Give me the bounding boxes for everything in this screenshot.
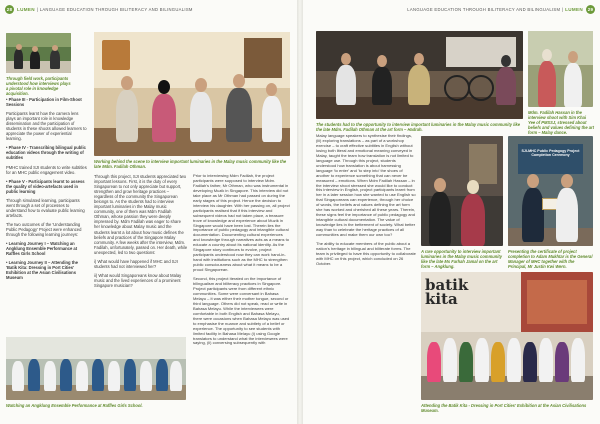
col2-question-1: i) What would have happened if MHC and SJI students had not interviewed her?: [94, 258, 178, 269]
photo-malay-dance-interview: [528, 31, 593, 107]
photo-fieldwork: [6, 33, 71, 73]
left-text-column-3: [193, 174, 290, 350]
right-header: [407, 4, 595, 14]
left-text-column-1: [6, 97, 88, 284]
phase-v-text: Through simulated learning, participants went through a set of processes to understand how to evaluate public learning artefacts.: [6, 197, 85, 218]
phase-iv-text: PMHC trained SJI students to write subtitles for an MHC public engagement video.: [6, 164, 87, 175]
right-brand: LUMEN: [565, 6, 583, 12]
left-header-subtitle: | LANGUAGE EDUCATION THROUGH BILITERACY AND BILINGUALISM: [36, 6, 193, 12]
photo-angklung-performance: [6, 337, 186, 400]
phase-v-heading: • Phase V - Participants learnt to assess the quality of video-artefacts used in public learning: [6, 178, 85, 194]
ceremony-poster-text: SJI-MHC Public Pedagogy Project Completion Ceremony: [521, 149, 580, 158]
right-header-subtitle: LANGUAGE EDUCATION THROUGH BILITERACY AND BILINGUALISM |: [407, 6, 564, 12]
col3-paragraph-2: Second, this project iterated on the importance of bilingualism and biliteracy practices in Singapore. Project participants were from different ethnic communities. Some were conversant in Bahasa Melayu – it was either their mother tongue, second or third language. Others did not speak, read or write in Bahasa Melayu. While the interviewees were comfortable in both English and Bahasa Melayu, there were occasions when Bahasa Melayu was used to emphasise the nuance and subtlety of a belief or experience. The opportunity to see students with limited facility in Bahasa Melayu (i) using Google translators to understand what the interviewees were saying, (ii) conversing subsequently with: [193, 276, 290, 346]
caption-certificate: Presenting the certificate of project completion to Adam Mukhtar is the General Manager of MHC together with the Principal, Mr Justin Kwi Wern.: [508, 249, 593, 269]
right-page: [303, 0, 600, 424]
left-text-column-2: [94, 174, 188, 292]
photo-hadrah-interview: [316, 31, 523, 119]
col2-paragraph-1: Through this project, SJI students appreciated two important lessons. First, it is the duty of every Singaporean to not only appreciate but support, strengthen and grow heritage practices – regardless of the community the Singaporean belongs to. As the students had to interview important luminaries in the Malay music community, one of them was Mdm Fadilah Othman, whose passion they were deeply impressed by. Mdm Fadilah was eager to share her knowledge about Malay music and the students learnt a lot about how music defines the beliefs and practices of the Singapore Malay community. A few weeks after the interview, Mdm. Fadilah, unfortunately, passed on. Her death, while unexpected, led to two questions:: [94, 174, 188, 255]
caption-hadrah: The students had to the opportunity to interview important luminaries in the Malay music community like the late Mdm. Fadilah Othman at the art form – Hadrah.: [316, 122, 521, 132]
left-page-number: 28: [6, 6, 13, 12]
left-header: [5, 4, 193, 14]
learning-journey-1: • Learning Journey I – Watching an Angklung Ensemble Performance at Raffles Girls School: [6, 241, 78, 257]
right-text-column: [316, 134, 416, 271]
caption-angklung: Watching an Angklung Ensemble Performance at Raffles Girls School.: [6, 403, 143, 408]
caption-batik-kita: Attending the Batik Kita - Dressing in Port Cities' Exhibition at the Asian Civilisations Museum.: [421, 403, 587, 413]
caption-angklung-interview: A rare opportunity to interview important luminaries in the Malay music community like the late Ms Farhah Jamal on the art form – Angklung.: [421, 249, 502, 269]
caption-malay-dance: Mdm. Fadilah Hassan in the interview shoot with Sim Khai Yee of PMSSJ, stressed about beliefs and values defining the art form – Malay dance.: [528, 110, 594, 135]
left-brand: LUMEN: [17, 6, 35, 12]
batik-kita-sign: batik kita: [425, 276, 469, 308]
col3-paragraph-1: Prior to interviewing Mdm Fadilah, the project participants were supposed to interview Mdm. Fadilah's father, Mr Othman, who was instrumental in developing Muzik in Singapore. This interview did not take place as Mr Othman had passed on during the early stages of this project. Hence the decision to interview his daughter. With her passing on, all project participants realised that if this interview and subsequent videos had not taken place, a treasure trove of knowledge and experience about Muzik in Singapore would have been lost. Therein lies the importance of public pedagogy and intangible cultural documentation. Documenting cultural experiences and knowledge through narratives acts as a means to educate a country about its national identity. As the Singapore story continues to evolve, project participants understood now they can work hand-in-hand with institutions such as the MHC to strengthen public consciousness about what it means to be a proud Singaporean.: [193, 173, 290, 273]
right-col-paragraph-1: Malay language speakers to synthesise their findings, (iii) exploring translations – as part of a workshop exercise – to craft effective subtitles in English without losing both literal and emotional meaning conveyed in Malay, taught the team how translation is not limited to language use. Through this project, students understood how translation is about harnessing language 'to enter' and 'to step into' the shoes of another to experience something that can never be measured – emotions. When Mdm Fadilah Hassan – in the interview shoot stressed she would like to conduct this interview in English, project participants learnt from her in a later session how she wanted to use English so that Singaporeans can experience, through her choice of words, the beliefs and values defining the art form she has worked and cherished all these years. Therein, these signs feel the importance of public pedagogy and intangible cultural documentation. The value of knowledge lies in the betterment of society. What better way than to celebrate the heritage practices of all communities and make them our own too?: [316, 133, 416, 238]
phase-iii-heading: • Phase III - Participation in Film-Shoot Sessions: [6, 97, 82, 108]
learning-journeys-intro: The two outcomes of the 'Understanding Public Pedagogy' Project were enhanced through the following learning journeys:: [6, 221, 82, 238]
caption-behind-scene: Working behind the scene to interview important luminaries in the Malay music community like the late Mdm. Fadilah Othman.: [94, 159, 287, 169]
caption-fieldwork: Through field work, participants understood how interviews plays a pivotal role in knowledge acquisition.: [6, 76, 71, 96]
learning-journey-2: • Learning Journey II – Attending the 'Batik Kita: Dressing in Port Cities' Exhibition at the Asian Civilisations Museum: [6, 260, 78, 281]
right-col-paragraph-2: The ability to educate members of the public about a nation's heritage in bilingual and biliterate forms. The team is privileged to have this opportunity to collaborate with MHC on this project, which concluded on 26 October.: [316, 241, 416, 266]
phase-iv-heading: • Phase IV - Transcribing bilingual public education videos through the writing of subtitles: [6, 145, 86, 161]
phase-iii-text: Participants learnt how the camera lens plays an important role in knowledge dissemination and the participation of students in these shoots allowed learners to appreciate the power of experiential learning.: [6, 111, 87, 142]
photo-angklung-interview: [421, 136, 503, 246]
col2-question-2: ii) What would Singaporeans know about Malay music and the lived experiences of a prominent Singapore musician?: [94, 272, 182, 288]
photo-batik-kita-group: [421, 272, 593, 400]
right-page-number: 29: [587, 6, 594, 12]
photo-interview-behind-scene: [94, 32, 290, 156]
photo-certificate-presentation: [508, 136, 593, 246]
left-page: [0, 0, 297, 424]
